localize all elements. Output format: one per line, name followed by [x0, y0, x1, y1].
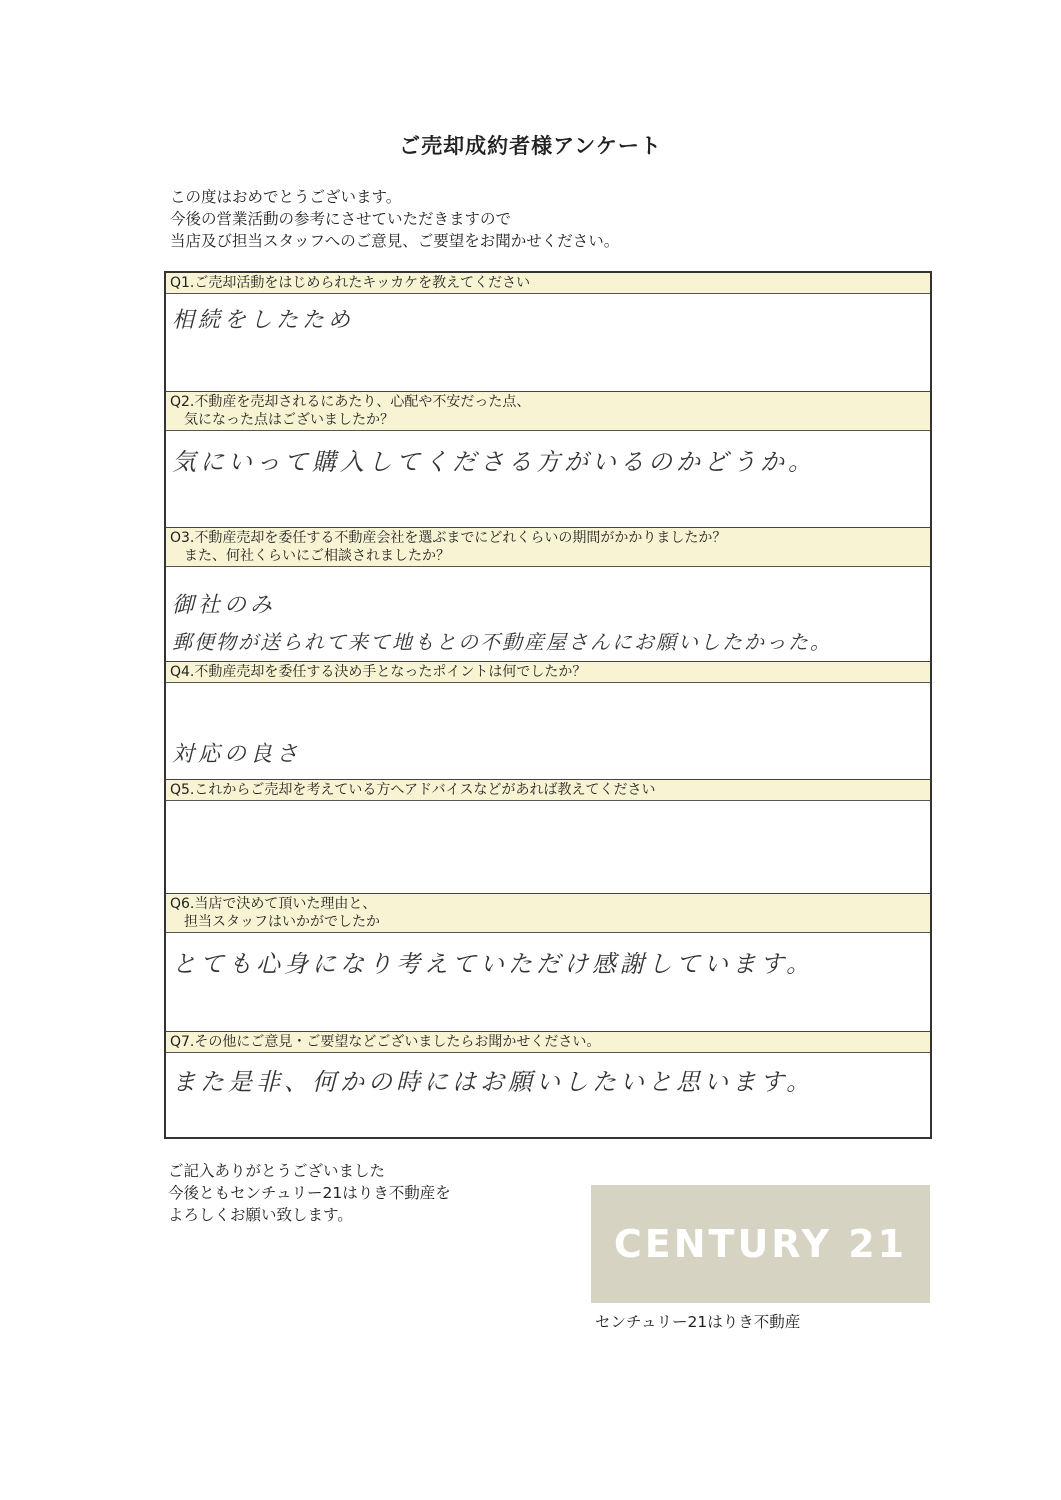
- intro-line: 今後の営業活動の参考にさせていただきますので: [170, 210, 512, 228]
- question-q7: [166, 1031, 930, 1137]
- questionnaire-table: [164, 271, 932, 1139]
- answer-text: 郵便物が送られて来て地もとの不動産屋さんにお願いしたかった。: [172, 630, 832, 654]
- question-q6: [166, 893, 930, 1031]
- answer-text: 御社のみ: [172, 593, 277, 618]
- answer-text: また是非、何かの時にはお願いしたいと思います。: [172, 1068, 815, 1096]
- answer-text: 相続をしたため: [172, 308, 355, 333]
- page-title: ご売却成約者様アンケート: [399, 134, 662, 158]
- century21-logo: [591, 1185, 930, 1303]
- footer-line: よろしくお願い致します。: [168, 1206, 353, 1224]
- question-label: Q5.これからご売却を考えている方へアドバイスなどがあれば教えてください: [166, 780, 930, 801]
- answer-text: 対応の良さ: [172, 742, 303, 767]
- question-q5: [166, 779, 930, 893]
- answer-text: とても心身になり考えていただけ感謝しています。: [172, 950, 815, 978]
- intro-line: この度はおめでとうございます。: [170, 188, 402, 206]
- company-name: センチュリー21はりき不動産: [595, 1313, 801, 1331]
- question-label: Q2.不動産を売却されるにあたり、心配や不安だった点、 気になった点はございましたか？: [166, 392, 930, 431]
- question-label: O3.不動産売却を委任する不動産会社を選ぶまでにどれくらいの期間がかかりましたか？ また、何社くらいにご相談されましたか？: [166, 528, 930, 567]
- footer-line: ご記入ありがとうございました: [168, 1162, 386, 1180]
- footer-line: 今後ともセンチュリー21はりき不動産を: [168, 1184, 451, 1202]
- question-q4: [166, 661, 930, 779]
- question-label: Q6.当店で決めて頂いた理由と、 担当スタッフはいかがでしたか: [166, 894, 930, 933]
- question-q3: [166, 527, 930, 661]
- question-q1: [166, 273, 930, 391]
- intro-line: 当店及び担当スタッフへのご意見、ご要望をお聞かせください。: [170, 232, 620, 250]
- thank-you-text: [168, 1160, 451, 1226]
- intro-text: [170, 186, 619, 252]
- answer-text: 気にいって購入してくださる方がいるのかどうか。: [172, 448, 816, 476]
- question-q2: [166, 391, 930, 527]
- logo-text: CENTURY 21: [613, 1222, 908, 1266]
- question-label: Q7.その他にご意見・ご要望などございましたらお聞かせください。: [166, 1032, 930, 1053]
- question-label: Q4.不動産売却を委任する決め手となったポイントは何でしたか？: [166, 662, 930, 683]
- question-label: Q1.ご売却活動をはじめられたキッカケを教えてください: [166, 273, 930, 294]
